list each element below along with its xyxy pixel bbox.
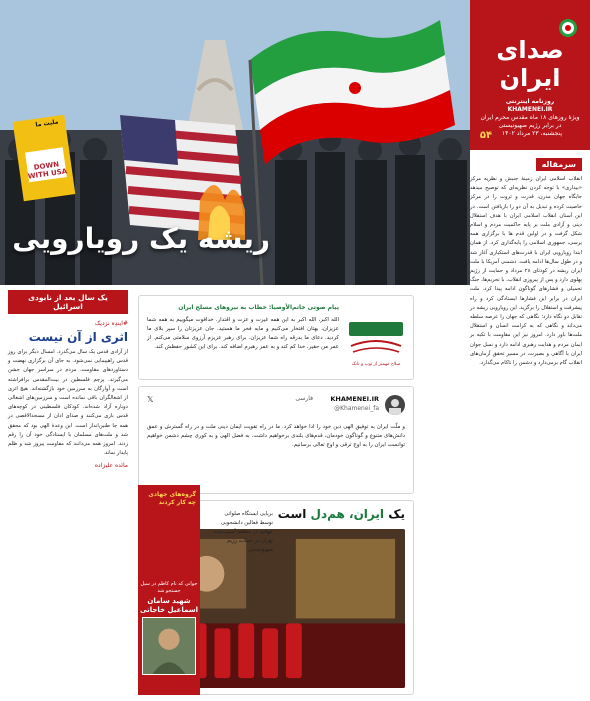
editorial-body: انقلاب اسلامی ایران زمینۀ جنبش و نظریه مرکز «بیداری» با توجه کردن نظریه‌ای که توصیح میدهد جایگاه جهان مدرن، قدرت و ثروت را در مرکز خاصیت کرده و تبدیل به آن دو را بازیافتن است. در این آستان انقلاب اسلامی ایران با هدف استقلال دینی و آزادی ملت بر پایه حاکمیت مردم و اسلام شکل گرفت و در اولین قدم ها با برگزاری همه پرسی، جمهوری اسلامی را پایه‌گذاری کرد. از همان ابتدا رویارویی ایران با قدرت‌های استکباری آغاز شد و در طول سال‌ها ادامه یافت. دشمنی آمریکا با ملت ایران ریشه در کودتای ۲۸ مرداد و حمایت از رژیم پهلوی دارد و پس از پیروزی انقلاب، با تحریم‌ها، جنگ تحمیلی و فشارهای گوناگون ادامه پیدا کرد. ملت ایران در برابر این فشارها ایستادگی کرد و راه پیشرفت و استقلال را برگزید. این رویارویی ریشه در تقابل دو نگاه دارد؛ نگاهی که جهان را عرصه سلطه می‌داند و نگاهی که به کرامت انسان و استقلال ملت‌ها باور دارد. امروز نیز این مقاومت با تکیه بر ایمان مردم و هدایت رهبری ادامه دارد و نسل جوان ایران با آگاهی و بصیرت، در مسیر تحقق آرمان‌های انقلاب گام برمی‌دارد و دشمن را ناکام می‌گذارد.	[470, 176, 582, 367]
issue-number: ۵۴	[479, 130, 493, 141]
tweet-author: KHAMENEI.IR	[330, 395, 379, 403]
poster-title	[278, 507, 405, 521]
quote-logo-icon	[347, 314, 405, 360]
martyr-heading: گروه‌های جهادی چه کار کردند	[148, 491, 196, 506]
left-column-title: اثری از آن نیست	[28, 330, 128, 344]
quote-heading: پیام صوتی خاتم‌الأوصیا: خطاب به نیروهای مسلح ایران	[178, 304, 339, 311]
section-tag: سرمقاله	[536, 158, 582, 171]
masthead-site: KHAMENEI.IR	[507, 106, 553, 113]
martyr-name: شهید سامان اسماعیل خاجانی	[140, 597, 198, 614]
tweet-language: فارسی	[295, 395, 313, 402]
martyr-caption: جوانی که نام کاظم در سیل جستجو شد	[140, 581, 198, 594]
masthead-description: ویژهٔ روزهای ۱۸ ماه مقدس محرم ایران در برابر رژیم صهیونیستی	[480, 114, 580, 129]
left-column	[8, 290, 128, 695]
poster-title-suffix: است	[277, 507, 311, 521]
martyr-card	[138, 485, 200, 695]
tweet-card	[138, 386, 414, 494]
list-item: تهران در حملات رژیم	[227, 538, 273, 544]
quote-card	[138, 295, 414, 380]
list-item: برپایی ایستگاه صلواتی	[224, 511, 273, 517]
left-column-body: از آزادی قدس یک سال می‌گذرد. امسال دیگر برای روز قدس راهپیمایی نمی‌شود. به جای آن برگزاری نهضت و دستاوردهای مقاومت، مردم در سراسر جهان جشن می‌گیرند. پرچم فلسطین در بیت‌المقدس برافراشته است و آوارگان به سرزمین خود بازگشته‌اند. هیچ اثری از اشغالگران باقی نمانده است و سرزمین‌های اشغالی دوباره آزاد شده‌اند. کودکان فلسطینی در کوچه‌های قدس بازی می‌کنند و صدای اذان از مسجدالاقصی در همه جا طنین‌انداز است. این وعدهٔ الهی بود که محقق شد و ملت‌های مسلمان با ایستادگی خود آن را رقم زدند. امروز همه می‌دانند که مقاومت پیروز شد و ظلم پایدار نماند.	[8, 349, 128, 457]
poster-title-prefix: یک	[384, 507, 405, 521]
x-logo-icon: 𝕏	[147, 395, 154, 404]
martyr-photo	[142, 617, 196, 675]
activity-list	[205, 510, 273, 590]
left-column-signature: مائده علیزاده	[94, 462, 128, 470]
list-item: توسط فعالین دانشجویی	[221, 520, 273, 526]
hero-photo	[0, 0, 470, 285]
list-item: صهیونیستی	[248, 547, 273, 553]
hero-headline: ریشه یک رویارویی	[12, 222, 270, 255]
quote-logo-text: سلاح مهمتر از توپ و تانک	[351, 362, 401, 367]
quote-body: الله اکبر، الله اکبر به این همه غیرت و عزت و اقتدار. خداقوت میگوییم به همه شما عزیزان، بهتان افتخار می‌کنیم و مایه فخر ما هستید. جان عزیزتان را سپر بلای ما کردید. دعای ما بدرقه راه شما عزیزان. برای رهبر عزیزم آرزوی سلامتی می‌کنم. از عمر من حقیر، خدا کم کند و به عمر رهبرم اضافه کند. برای این کشور حفظش کند.	[147, 317, 339, 350]
masthead-date: پنجشنبه، ۲۳ مرداد ۱۴۰۲	[501, 130, 562, 137]
left-column-kicker[interactable]: #ایندِه نزدیک	[94, 320, 128, 327]
left-column-header: یک سال بعد از نابودی اسرائیل	[8, 290, 128, 314]
sign-text-bottom: DOWN WITH USA	[27, 160, 68, 181]
sign-text-top: ملیت ما	[35, 118, 59, 129]
masthead-title: صدای ایران	[496, 36, 564, 92]
tweet-handle: @Khamenei_fa	[334, 405, 379, 412]
editorial-column	[470, 152, 582, 692]
avatar	[385, 395, 405, 415]
masthead	[470, 0, 590, 150]
poster-title-highlight: ایران، هم‌دل	[310, 507, 385, 521]
masthead-subtitle: روزنامه اینترنتی	[505, 98, 555, 105]
tweet-body: و ملّت ایران به توفیق الهی دین خود را ادا خواهد کرد. ما در راه تقویت ایمان دینی ملت و در راه گسترش و عمق دانش‌های متنوع و گوناگون خودمان، قدم‌های بلندی برخواهیم داشت. به فضل الهی و به کوری چشم دشمن خواهیم توانست ایران را به اوج ترقی و اوج تعالی برسانیم.	[147, 424, 405, 448]
list-item: جهادی در منطقهٔ آسیب‌دیده	[214, 529, 273, 535]
